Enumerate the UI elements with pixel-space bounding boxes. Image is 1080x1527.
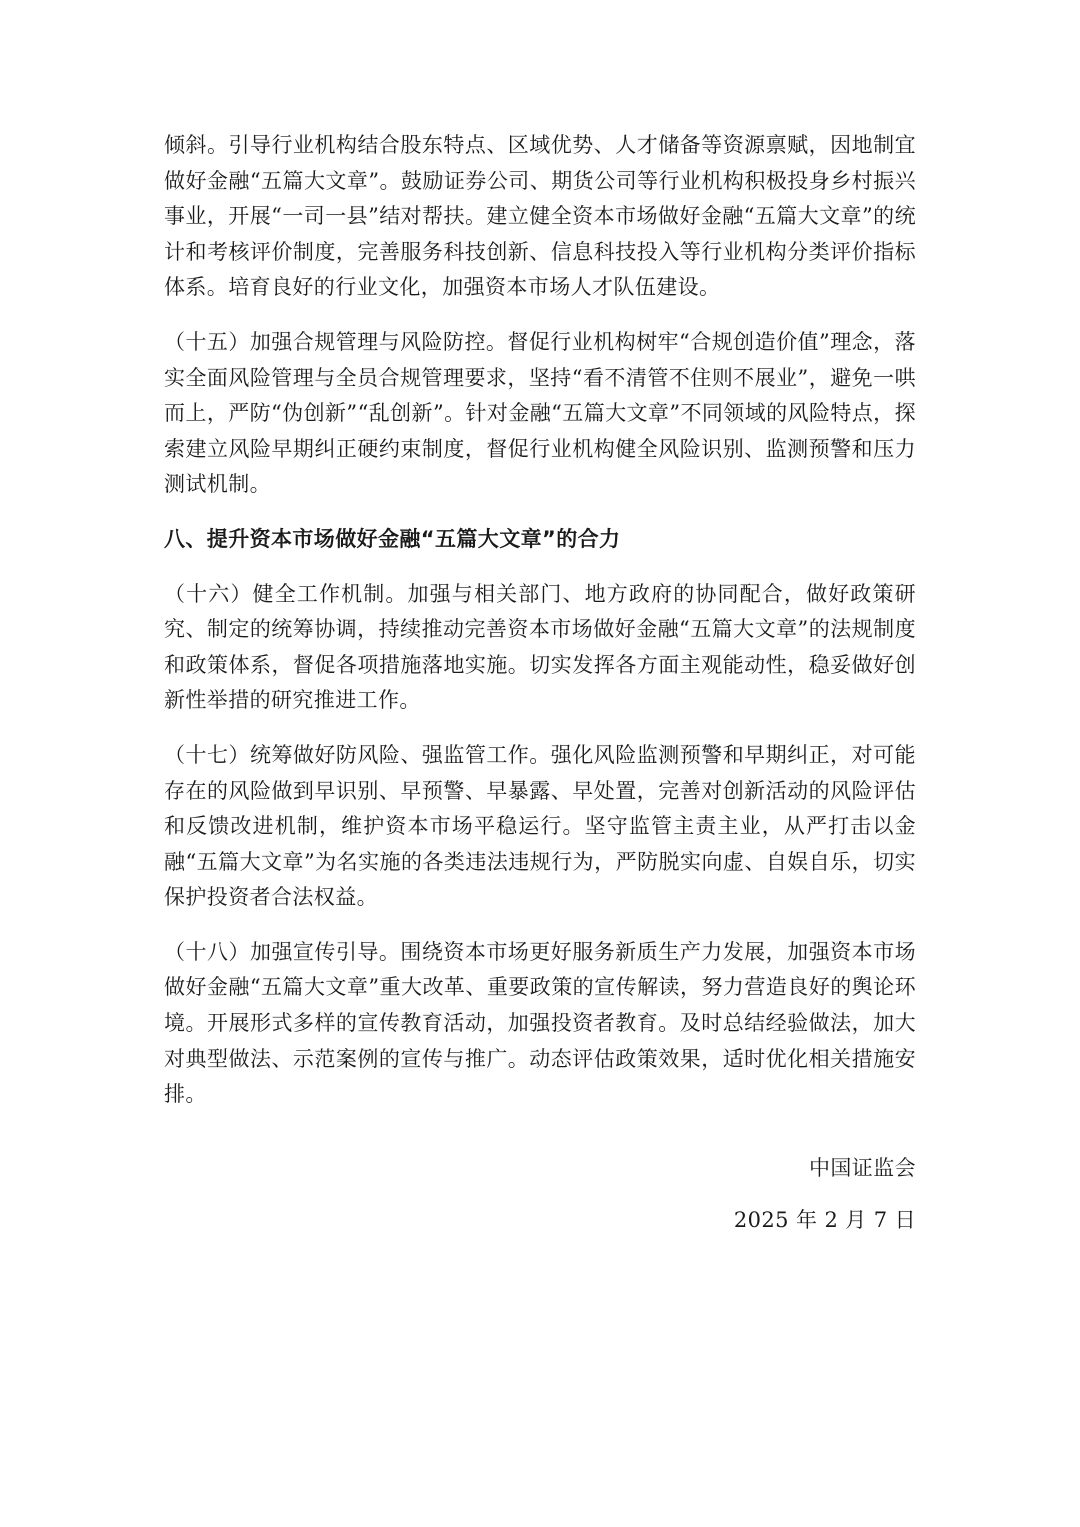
paragraph-gap xyxy=(164,916,916,935)
issuing-organization: 中国证监会 xyxy=(809,1156,916,1180)
paragraph-gap xyxy=(164,306,916,325)
paragraph-gap xyxy=(164,503,916,522)
paragraph-gap xyxy=(164,719,916,738)
signature-block xyxy=(734,1154,916,1234)
paragraph-item-17: （十七）统筹做好防风险、强监管工作。强化风险监测预警和早期纠正，对可能存在的风险做到早识别、早预警、早暴露、早处置，完善对创新活动的风险评估和反馈改进机制，维护资本市场平稳运行。坚守监管主责主业，从严打击以金融“五篇大文章”为名实施的各类违法违规行为，严防脱实向虚、自娱自乐，切实保护投资者合法权益。 xyxy=(164,742,916,910)
paragraph-item-15: （十五）加强合规管理与风险防控。督促行业机构树牢“合规创造价值”理念，落实全面风险管理与全员合规管理要求，坚持“看不清管不住则不展业”，避免一哄而上，严防“伪创新”“乱创新”。针对金融“五篇大文章”不同领域的风险特点，探索建立风险早期纠正硬约束制度，督促行业机构健全风险识别、监测预警和压力测试机制。 xyxy=(164,329,916,497)
section-8-heading: 八、提升资本市场做好金融“五篇大文章”的合力 xyxy=(164,526,621,551)
paragraph-gap xyxy=(164,558,916,577)
paragraph-item-18: （十八）加强宣传引导。围绕资本市场更好服务新质生产力发展，加强资本市场做好金融“五篇大文章”重大改革、重要政策的宣传解读，努力营造良好的舆论环境。开展形式多样的宣传教育活动，加强投资者教育。及时总结经验做法，加大对典型做法、示范案例的宣传与推广。动态评估政策效果，适时优化相关措施安排。 xyxy=(164,939,916,1107)
paragraph-item-16: （十六）健全工作机制。加强与相关部门、地方政府的协同配合，做好政策研究、制定的统筹协调，持续推动完善资本市场做好金融“五篇大文章”的法规制度和政策体系，督促各项措施落地实施。切实发挥各方面主观能动性，稳妥做好创新性举措的研究推进工作。 xyxy=(164,581,916,713)
paragraph-continuation: 倾斜。引导行业机构结合股东特点、区域优势、人才储备等资源禀赋，因地制宜做好金融“五篇大文章”。鼓励证券公司、期货公司等行业机构积极投身乡村振兴事业，开展“一司一县”结对帮扶。建立健全资本市场做好金融“五篇大文章”的统计和考核评价制度，完善服务科技创新、信息科技投入等行业机构分类评价指标体系。培育良好的行业文化，加强资本市场人才队伍建设。 xyxy=(164,133,916,300)
document-body xyxy=(164,128,916,1113)
issue-date: 2025 年 2 月 7 日 xyxy=(733,1208,916,1232)
